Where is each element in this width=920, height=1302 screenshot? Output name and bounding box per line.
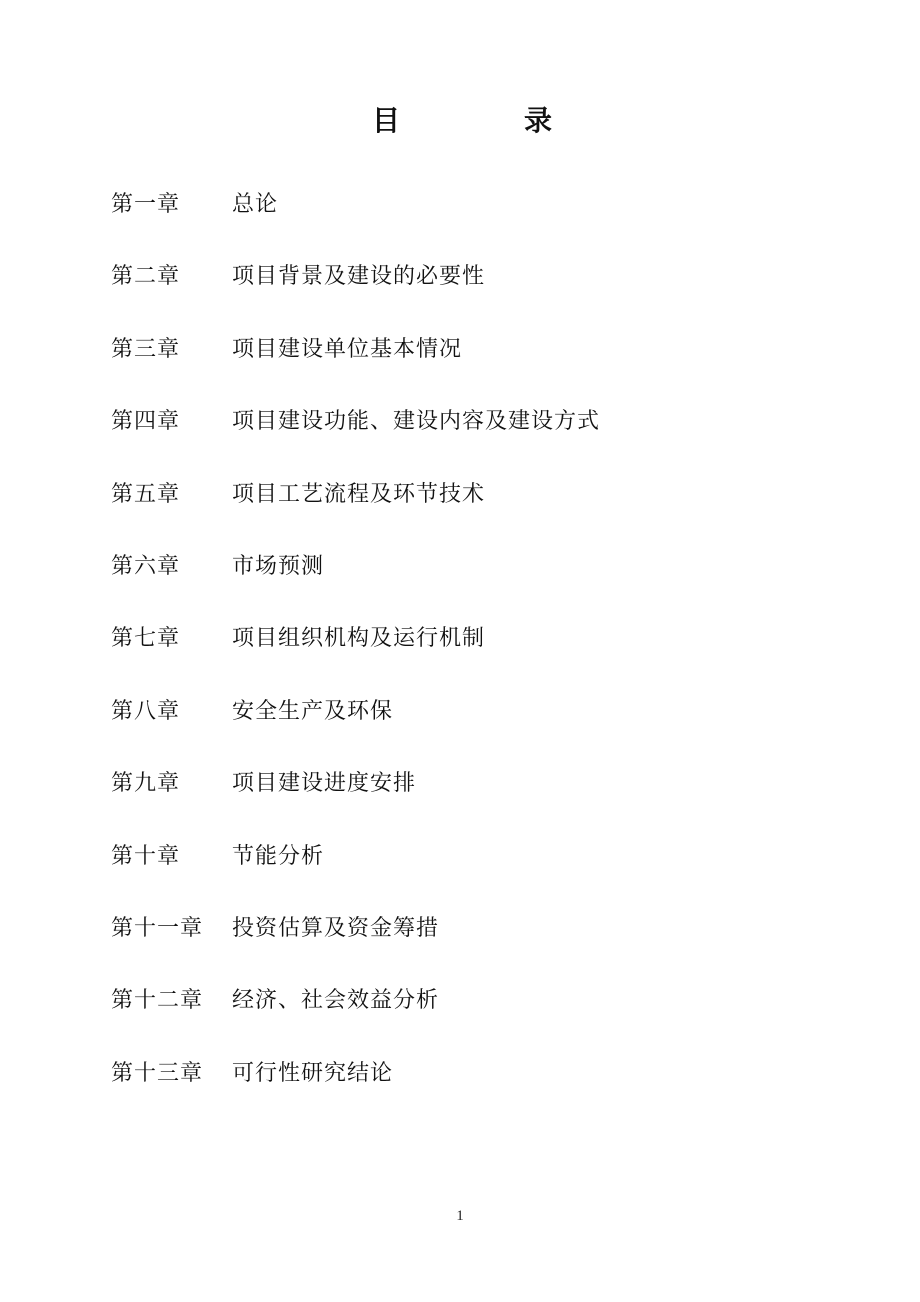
chapter-title: 项目背景及建设的必要性 xyxy=(232,264,486,290)
chapter-number: 第四章 xyxy=(111,409,181,435)
chapter-number: 第十一章 xyxy=(111,915,204,941)
toc-entry-6 xyxy=(111,548,811,620)
page-number: 1 xyxy=(456,1208,464,1224)
chapter-number: 第十二章 xyxy=(111,988,204,1014)
page-title xyxy=(0,98,920,144)
chapter-title: 市场预测 xyxy=(232,553,325,579)
chapter-number: 第五章 xyxy=(111,481,181,507)
chapter-number: 第三章 xyxy=(111,336,181,362)
toc-entry-12 xyxy=(111,982,811,1054)
toc-entry-13 xyxy=(111,1055,811,1127)
toc-entry-9 xyxy=(111,765,811,837)
chapter-title: 项目组织机构及运行机制 xyxy=(232,626,486,652)
chapter-title: 安全生产及环保 xyxy=(232,698,394,724)
chapter-number: 第十章 xyxy=(111,843,181,869)
chapter-title: 项目建设进度安排 xyxy=(232,771,417,797)
toc-entry-8 xyxy=(111,693,811,765)
chapter-title: 项目建设功能、建设内容及建设方式 xyxy=(232,409,601,435)
chapter-title: 可行性研究结论 xyxy=(232,1060,394,1086)
chapter-number: 第八章 xyxy=(111,698,181,724)
table-of-contents xyxy=(111,186,811,1127)
chapter-number: 第十三章 xyxy=(111,1060,204,1086)
chapter-title: 经济、社会效益分析 xyxy=(232,988,440,1014)
toc-entry-1 xyxy=(111,186,811,258)
chapter-number: 第九章 xyxy=(111,771,181,797)
chapter-title: 总论 xyxy=(232,192,279,217)
title-char-lu: 录 xyxy=(524,104,553,137)
chapter-title: 节能分析 xyxy=(232,843,325,869)
chapter-number: 第七章 xyxy=(111,626,181,652)
chapter-number: 第二章 xyxy=(111,264,181,290)
toc-entry-7 xyxy=(111,620,811,692)
toc-entry-3 xyxy=(111,331,811,403)
chapter-title: 项目工艺流程及环节技术 xyxy=(232,481,486,507)
toc-entry-11 xyxy=(111,910,811,982)
chapter-number: 第一章 xyxy=(111,192,181,217)
chapter-number: 第六章 xyxy=(111,553,181,579)
title-char-mu: 目 xyxy=(372,104,401,137)
toc-entry-5 xyxy=(111,476,811,548)
chapter-title: 投资估算及资金筹措 xyxy=(232,915,440,941)
toc-entry-4 xyxy=(111,403,811,475)
chapter-title: 项目建设单位基本情况 xyxy=(232,336,463,362)
toc-entry-10 xyxy=(111,838,811,910)
toc-entry-2 xyxy=(111,258,811,330)
